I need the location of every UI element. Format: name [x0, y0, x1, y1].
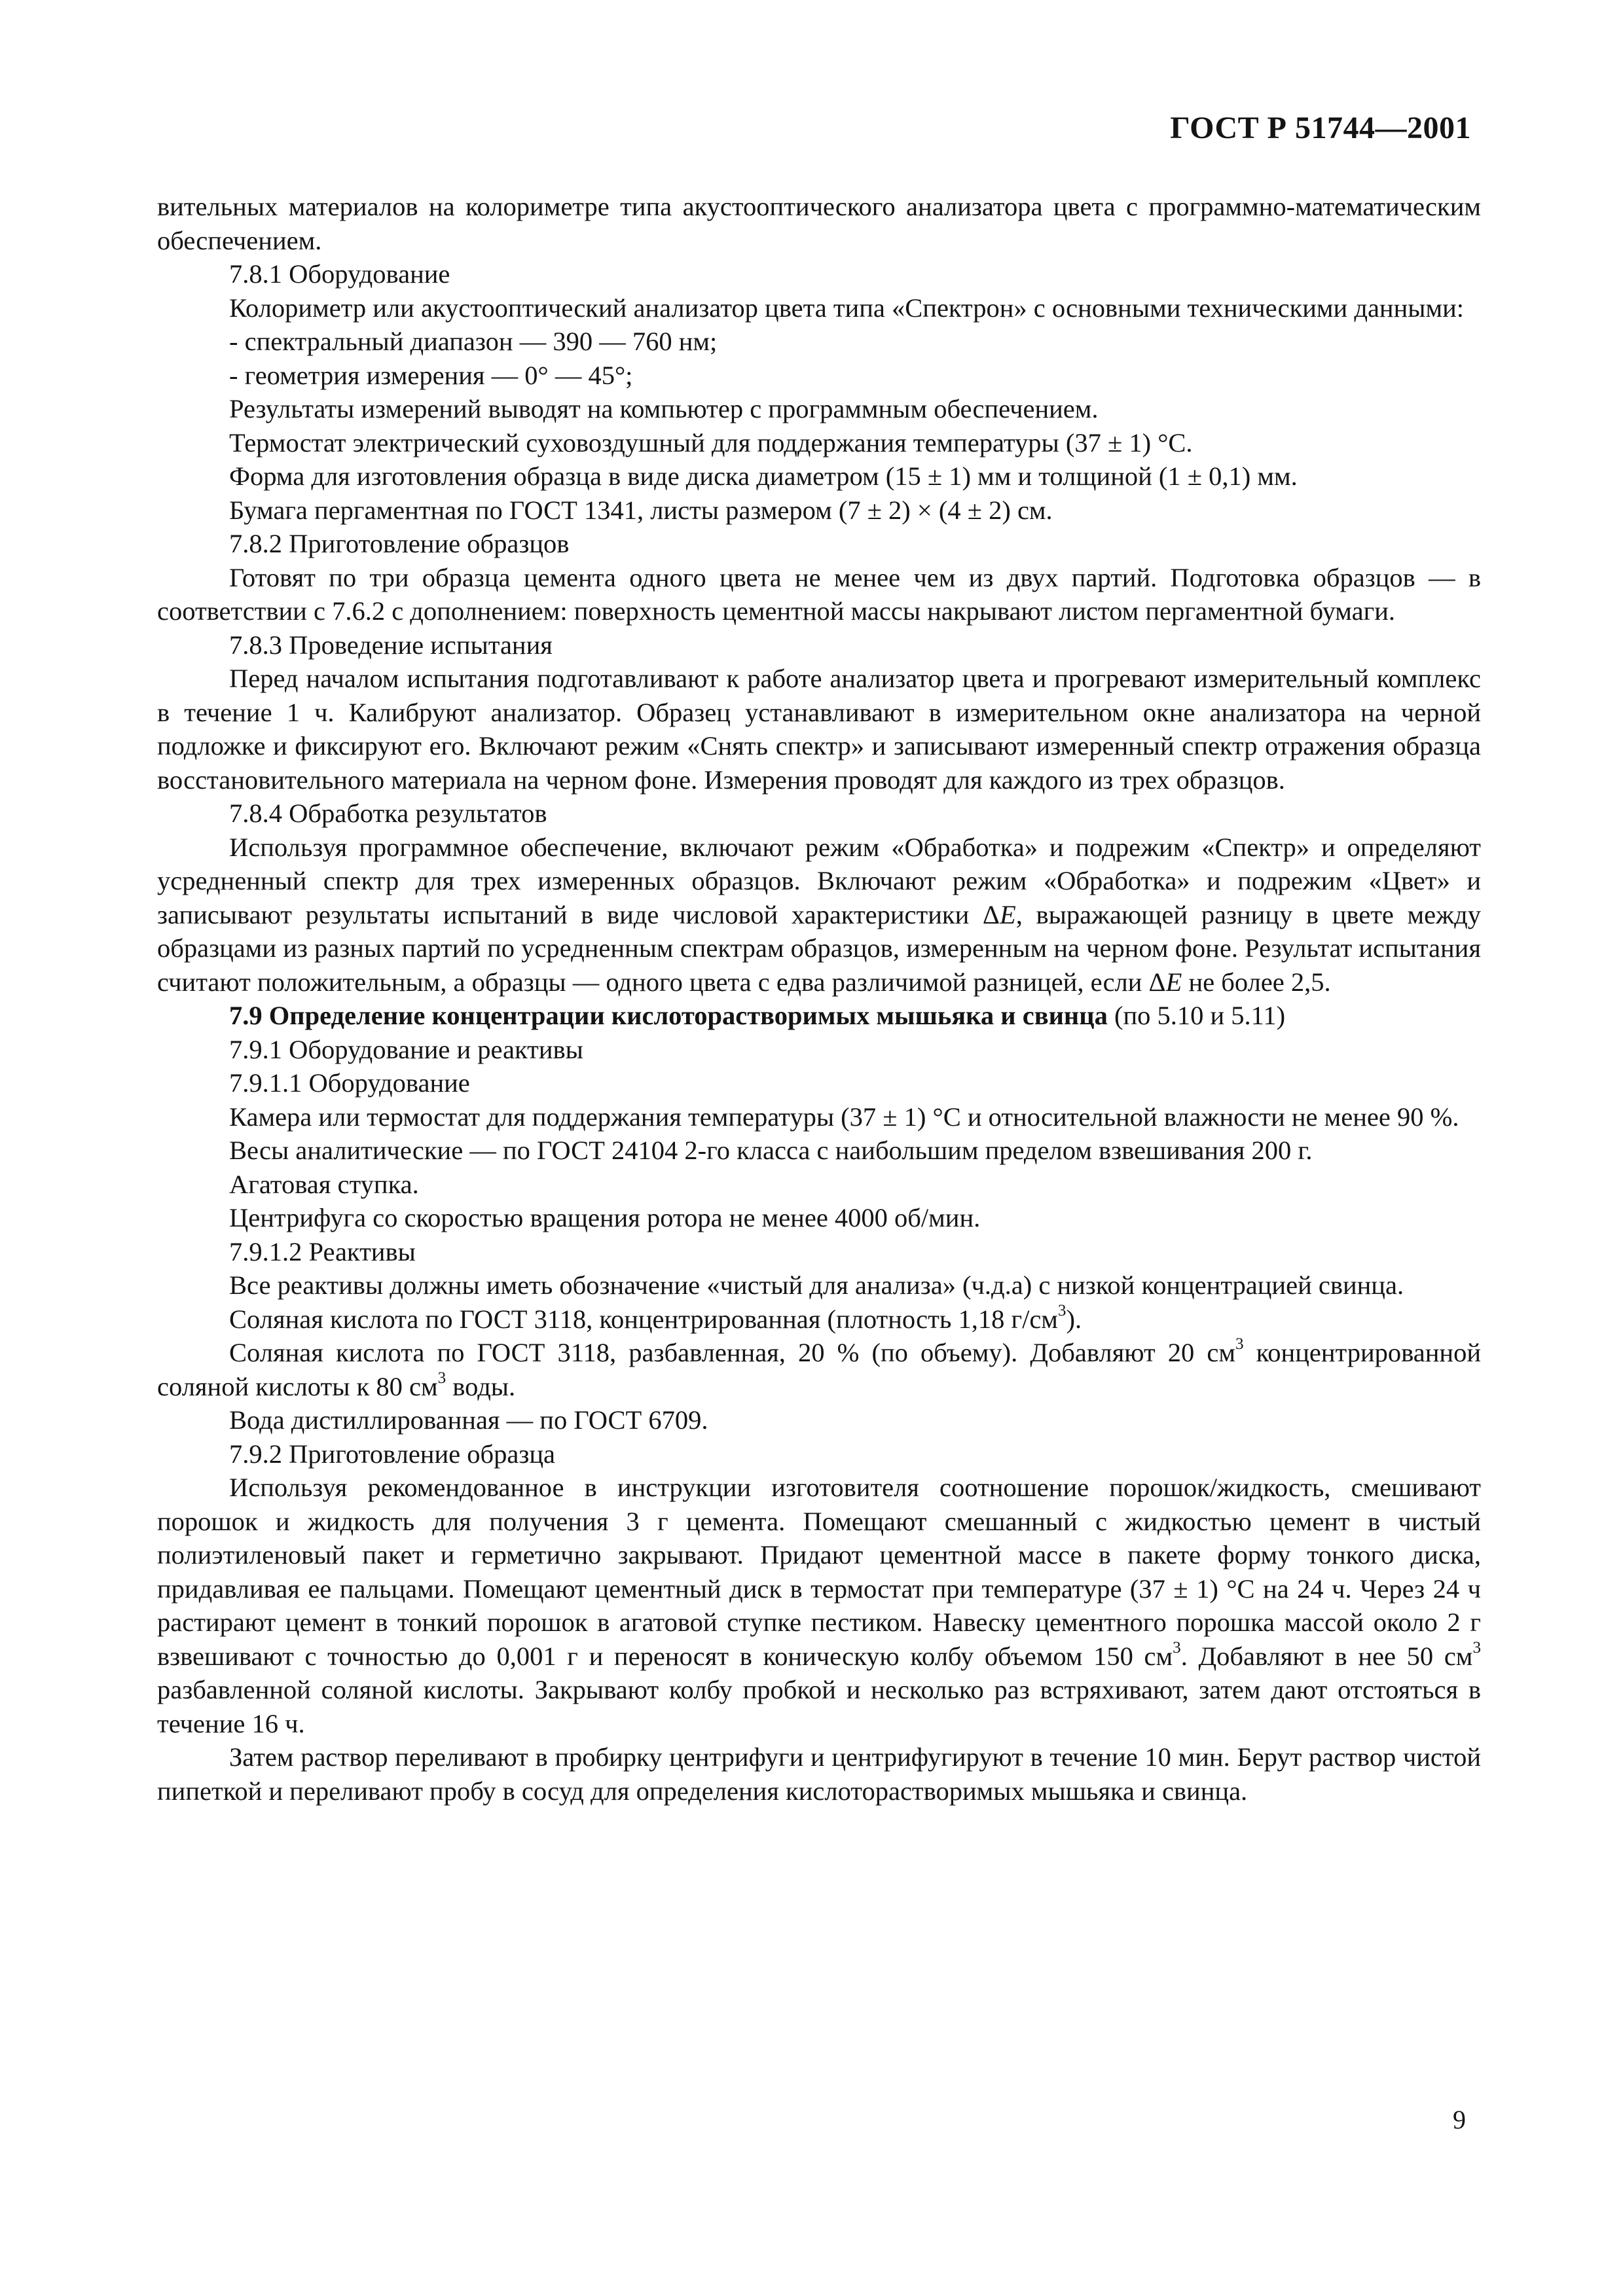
section-heading-7-8-2: 7.8.2 Приготовление образцов — [229, 529, 570, 558]
section-heading-7-8-1: 7.8.1 Оборудование — [229, 259, 450, 289]
paragraph: Центрифуга со скоростью вращения ротора не менее 4000 об/мин. — [229, 1203, 981, 1232]
paragraph: Готовят по три образца цемента одного цвета не менее чем из двух партий. Подготовка образцов — в соответствии с 7.6.2 с дополнением: поверхность цементной массы накрывают листом пергаментной бумаги. — [157, 562, 1481, 626]
paragraph: Соляная кислота по ГОСТ 3118, разбавленная, 20 % (по объему). Добавляют 20 $см^3$ концентрированной соляной кислоты к 80 $см^3$ воды. — [157, 1335, 1481, 1401]
paragraph: Колориметр или акустооптический анализатор цвета типа «Спектрон» с основными техническими данными: — [229, 293, 1465, 323]
document-header: ГОСТ Р 51744—2001 — [1170, 111, 1471, 145]
paragraph: Результаты измерений выводят на компьютер с программным обеспечением. — [229, 394, 1099, 423]
page-number: 9 — [1453, 2105, 1466, 2134]
paragraph: Соляная кислота по ГОСТ 3118, концентрированная (плотность 1,18 $г/см^3$). — [229, 1301, 1082, 1334]
paragraph: Агатовая ступка. — [229, 1169, 419, 1199]
paragraph: вительных материалов на колориметре типа акустооптического анализатора цвета с программно-математическим обеспечением. — [157, 192, 1481, 255]
section-heading-7-8-3: 7.8.3 Проведение испытания — [229, 630, 553, 660]
section-heading-7-9-rest: (по 5.10 и 5.11) — [1107, 1001, 1286, 1030]
section-heading-7-9-1: 7.9.1 Оборудование и реактивы — [229, 1034, 583, 1064]
section-heading-7-9 — [157, 999, 1481, 1033]
paragraph: Используя программное обеспечение, включают режим «Обработка» и подрежим «Спектр» и определяют усредненный спектр для трех измеренных образцов. Включают режим «Обработка» и подрежим «Цвет» и записывают результаты испытаний в виде числовой характеристики ΔE, выражающей разницу в цвете между образцами из разных партий по усредненным спектрам образцов, измеренным на черном фоне. Результат испытания считают положительным, а образцы — одного цвета с едва различимой разницей, если ΔE не более 2,5. — [157, 832, 1481, 997]
paragraph: Используя рекомендованное в инструкции изготовителя соотношение порошок/жидкость, смешивают порошок и жидкость для получения 3 г цемента. Помещают смешанный с жидкостью цемент в чистый полиэтиленовый пакет и герметично закрывают. Придают цементной массе в пакете форму тонкого диска, придавливая ее пальцами. Помещают цементный диск в термостат при температуре (37 ± 1) °С на 24 ч. Через 24 ч растирают цемент в тонкий порошок в агатовой ступке пестиком. Навеску цементного порошка массой около 2 г взвешивают с точностью до 0,001 г и переносят в коническую колбу объемом 150 $см^3$. Добавляют в нее 50 $см^3$ разбавленной соляной кислоты. Закрывают колбу пробкой и несколько раз встряхивают, затем дают отстояться в течение 16 ч. — [157, 1473, 1481, 1738]
paragraph: Бумага пергаментная по ГОСТ 1341, листы размером (7 ± 2) × (4 ± 2) см. — [229, 495, 1053, 525]
paragraph: Вода дистиллированная — по ГОСТ 6709. — [229, 1405, 708, 1435]
paragraph: Камера или термостат для поддержания температуры (37 ± 1) °С и относительной влажности не менее 90 %. — [229, 1102, 1459, 1132]
list-item: - спектральный диапазон — 390 — 760 нм; — [229, 327, 718, 356]
paragraph: Весы аналитические — по ГОСТ 24104 2-го класса с наибольшим пределом взвешивания 200 г. — [229, 1136, 1313, 1165]
document-body — [157, 190, 1481, 1808]
section-heading-7-9-1-2: 7.9.1.2 Реактивы — [229, 1236, 416, 1266]
section-heading-7-8-4: 7.8.4 Обработка результатов — [229, 798, 547, 828]
paragraph: Все реактивы должны иметь обозначение «чистый для анализа» (ч.д.а) с низкой концентрацией свинца. — [229, 1270, 1404, 1300]
paragraph: Термостат электрический суховоздушный для поддержания температуры (37 ± 1) °С. — [229, 427, 1193, 457]
paragraph: Затем раствор переливают в пробирку центрифуги и центрифугируют в течение 10 мин. Берут раствор чистой пипеткой и переливают пробу в сосуд для определения кислоторастворимых мышьяка и свинца. — [157, 1742, 1481, 1806]
section-heading-7-9-1-1: 7.9.1.1 Оборудование — [229, 1068, 470, 1098]
section-heading-7-9-2: 7.9.2 Приготовление образца — [229, 1439, 555, 1469]
section-heading-7-9-bold: 7.9 Определение концентрации кислоторастворимых мышьяка и свинца — [229, 1001, 1108, 1030]
paragraph: Форма для изготовления образца в виде диска диаметром (15 ± 1) мм и толщиной (1 ± 0,1) мм. — [229, 461, 1298, 491]
paragraph: Перед началом испытания подготавливают к работе анализатор цвета и прогревают измерительный комплекс в течение 1 ч. Калибруют анализатор. Образец устанавливают в измерительном окне анализатора на черной подложке и фиксируют его. Включают режим «Снять спектр» и записывают измеренный спектр отражения образца восстановительного материала на черном фоне. Измерения проводят для каждого из трех образцов. — [157, 664, 1481, 795]
list-item: - геометрия измерения — 0° — 45°; — [229, 360, 633, 390]
